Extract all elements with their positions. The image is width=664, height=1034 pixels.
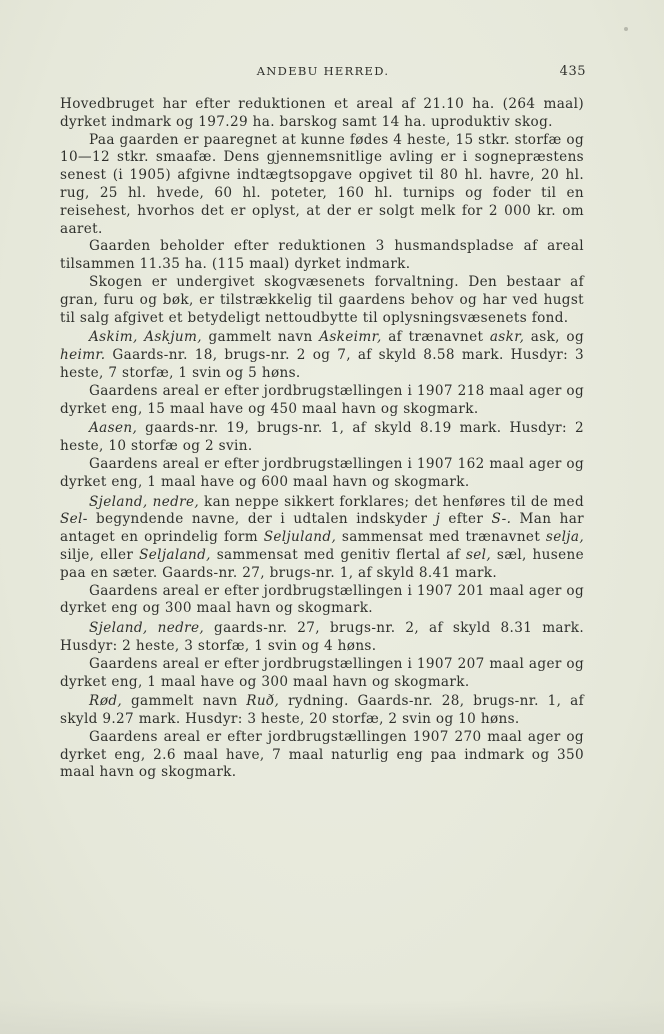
paragraph-hovedbruget: Hovedbruget har efter reduktionen et areal af 21.10 ha. (264 maal) dyrket indmark og 197.29 ha. barskog samt 14 ha. uproduktiv skog. (60, 96, 584, 130)
paragraph-askim-areal: Gaardens areal er efter jordbrugstællingen i 1907 218 maal ager og dyrket eng, 15 maal have og 450 maal havn og skogmark. (60, 382, 584, 417)
entry-sjeland-2: Sjeland, nedre, gaards-nr. 27, brugs-nr. 2, af skyld 8.31 mark. Husdyr: 2 heste, 3 storfæ, 1 svin og 4 høns. (60, 620, 584, 654)
paragraph-foder: Paa gaarden er paaregnet at kunne fødes 4 heste, 15 stkr. storfæ og 10—12 stkr. smaafæ. Dens gjennemsnitlige avling er i sognepræstens senest (i 1905) afgivne indtægtsopgave opgivet til 80 hl. havre, 20 hl. rug, 25 hl. hvede, 60 hl. poteter, 160 hl. turnips og foder til en reisehest, hvorhos det er oplyst, at der er solgt melk for 2 000 kr. om aaret. (60, 131, 584, 237)
page-edge-shadow (0, 1000, 664, 1034)
running-title: ANDEBU HERRED. (256, 64, 390, 78)
entry-aasen: Aasen, gaards-nr. 19, brugs-nr. 1, af skyld 8.19 mark. Husdyr: 2 heste, 10 storfæ og 2 svin. (60, 420, 584, 455)
entry-askim: Askim, Askjum, gammelt navn Askeimr, af trænavnet askr, ask, og heimr. Gaards-nr. 18, brugs-nr. 2 og 7, af skyld 8.58 mark. Husdyr: 3 heste, 7 storfæ, 1 svin og 5 høns. (60, 329, 584, 381)
farm-name-aasen: Aasen, (89, 420, 138, 437)
farm-name-askim: Askim, Askjum, (89, 329, 202, 346)
paragraph-husmandspladse: Gaarden beholder efter reduktionen 3 husmandspladse af areal tilsammen 11.35 ha. (115 maal) dyrket indmark. (60, 238, 584, 273)
scan-speck (624, 27, 628, 31)
paragraph-skogen: Skogen er undergivet skogvæsenets forvaltning. Den bestaar af gran, furu og bøk, er tilstrækkelig til gaardens behov og har ved hugst til salg afgivet et betydeligt nettoudbytte til oplysningsvæsenets fond. (60, 273, 584, 326)
entry-sjeland-1: Sjeland, nedre, kan neppe sikkert forklares; det henføres til de med Sel- begyndende navne, der i udtalen indskyder j efter S-. Man har antaget en oprindelig form Seljuland, sammensat med trænavnet selja, silje, eller Seljaland, sammensat med genitiv flertal af sel, sæl, husene paa en sæter. Gaards-nr. 27, brugs-nr. 1, af skyld 8.41 mark. (60, 493, 585, 581)
farm-name-rod: Rød, (89, 693, 123, 710)
paragraph-sjeland-2-areal: Gaardens areal er efter jordbrugstællingen i 1907 207 maal ager og dyrket eng, 1 maal have og 300 maal havn og skogmark. (60, 655, 584, 690)
running-header (60, 64, 586, 82)
farm-name-sjeland: Sjeland, nedre, (89, 493, 200, 510)
page-number: 435 (559, 64, 586, 79)
paragraph-aasen-areal: Gaardens areal er efter jordbrugstællingen i 1907 162 maal ager og dyrket eng, 1 maal have og 600 maal havn og skogmark. (60, 455, 584, 490)
entry-rod: Rød, gammelt navn Ruð, rydning. Gaards-nr. 28, brugs-nr. 1, af skyld 9.27 mark. Husdyr: 3 heste, 20 storfæ, 2 svin og 10 høns. (60, 693, 584, 728)
paragraph-sjeland-1-areal: Gaardens areal er efter jordbrugstællingen i 1907 201 maal ager og dyrket eng og 300 maal havn og skogmark. (60, 582, 584, 617)
farm-name-sjeland-2: Sjeland, nedre, (89, 620, 205, 637)
body-text (60, 96, 584, 782)
paragraph-rod-areal: Gaardens areal er efter jordbrugstællingen 1907 270 maal ager og dyrket eng, 2.6 maal have, 7 maal naturlig eng paa indmark og 350 maal havn og skogmark. (60, 728, 584, 781)
